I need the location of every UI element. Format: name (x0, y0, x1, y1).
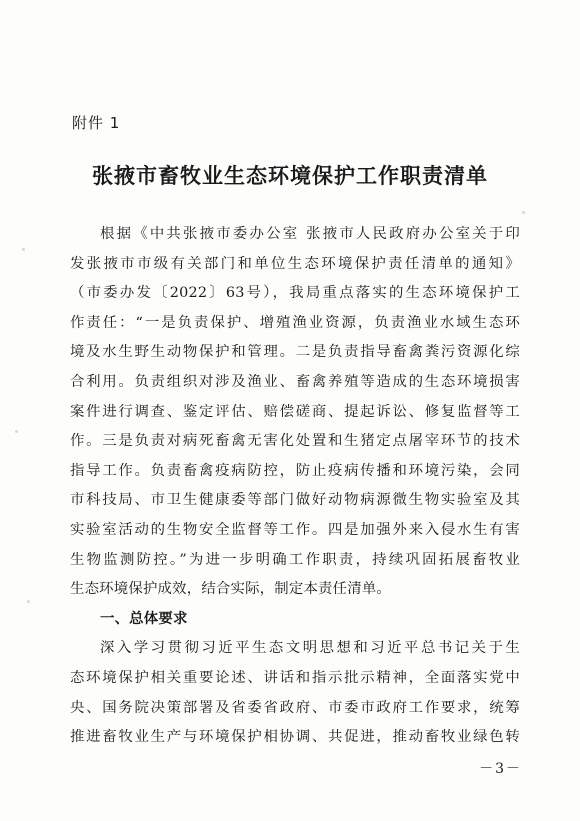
paragraph-line: 作。三是负责对病死畜禽无害化处置和生猪定点屠宰环节的技术 (70, 433, 520, 450)
paragraph-line: 境及水生野生动物保护和管理。二是负责指导畜禽粪污资源化综 (70, 344, 520, 361)
scan-speck (22, 248, 25, 251)
document-title: 张掖市畜牧业生态环境保护工作职责清单 (92, 163, 488, 188)
paragraph-line: 央、国务院决策部署及省委省政府、市委市政府工作要求，统筹 (70, 699, 520, 716)
paragraph-line: 作责任：“一是负责保护、增殖渔业资源，负责渔业水域生态环 (70, 314, 520, 331)
paragraph-line: 指导工作。负责畜禽疫病防控，防止疫病传播和环境污染，会同 (70, 462, 520, 479)
scan-speck (15, 430, 18, 433)
paragraph-line: 根据《中共张掖市委办公室 张掖市人民政府办公室关于印 (100, 226, 520, 242)
paragraph-line: （市委办发〔2022〕63号），我局重点落实的生态环境保护工 (70, 285, 520, 302)
paragraph-line: 深入学习贯彻习近平生态文明思想和习近平总书记关于生 (100, 640, 520, 657)
paragraph-line: 市科技局、市卫生健康委等部门做好动物病源微生物实验室及其 (70, 492, 520, 509)
paragraph-line: 实验室活动的生物安全监督等工作。四是加强外来入侵水生有害 (70, 521, 520, 538)
paragraph-line: 案件进行调查、鉴定评估、赔偿磋商、提起诉讼、修复监督等工 (70, 403, 520, 420)
paragraph-line: 生物监测防控。”为进一步明确工作职责，持续巩固拓展畜牧业 (70, 551, 520, 568)
paragraph-line: 生态环境保护成效，结合实际，制定本责任清单。 (70, 581, 391, 598)
paragraph-line: 推进畜牧业生产与环境保护相协调、共促进，推动畜牧业绿色转 (70, 729, 520, 746)
page-number: －3－ (479, 761, 522, 777)
paragraph-line: 发张掖市市级有关部门和单位生态环境保护责任清单的通知》 (70, 255, 520, 272)
document-body (70, 220, 520, 753)
section-heading: 一、总体要求 (100, 610, 188, 627)
scan-speck (27, 600, 30, 603)
scan-speck (522, 211, 525, 214)
paragraph-line: 合利用。负责组织对涉及渔业、畜禽养殖等造成的生态环境损害 (70, 373, 520, 390)
paragraph-line: 态环境保护相关重要论述、讲话和指示批示精神，全面落实党中 (70, 669, 520, 686)
attachment-label: 附件 1 (72, 114, 121, 132)
